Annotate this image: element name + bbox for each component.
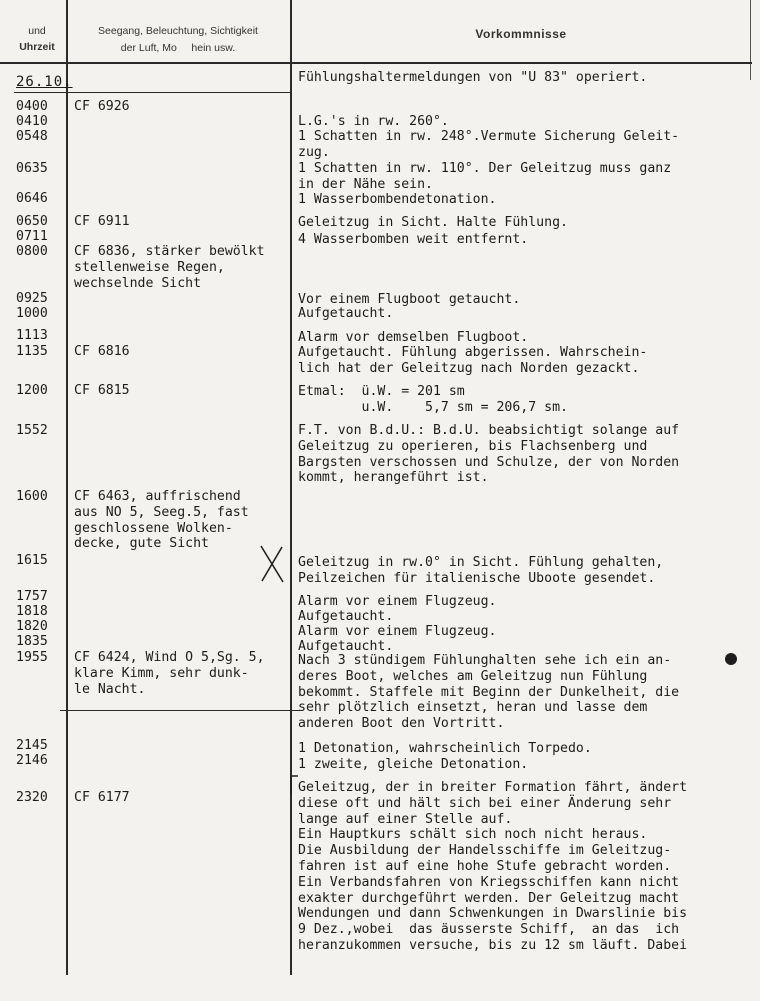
event-text: Alarm vor einem Flugzeug. — [298, 594, 497, 609]
position-cell: CF 6815 — [74, 383, 130, 398]
date-underline-rule — [14, 92, 292, 93]
position-cell: CF 6177 — [74, 790, 130, 805]
time-cell: 0711 — [16, 229, 48, 244]
event-text: Fühlungshaltermeldungen von "U 83" operiert. — [298, 70, 648, 85]
event-text: Aufgetaucht. — [298, 609, 394, 624]
time-cell: 2145 — [16, 738, 48, 753]
header-events: Vorkommnisse — [475, 27, 567, 41]
time-cell: 0635 — [16, 161, 48, 176]
event-text: Aufgetaucht. Fühlung abgerissen. Wahrschein- lich hat der Geleitzug nach Norden gezackt. — [298, 345, 648, 376]
time-cell: 2146 — [16, 753, 48, 768]
time-cell: 1818 — [16, 604, 48, 619]
position-cell: CF 6424, Wind O 5,Sg. 5, klare Kimm, sehr dunk- le Nacht. — [74, 650, 265, 697]
position-cell: CF 6816 — [74, 344, 130, 359]
event-text: 1 Schatten in rw. 110°. Der Geleitzug muss ganz in der Nähe sein. — [298, 161, 672, 192]
header-time-line2: Uhrzeit — [19, 41, 55, 53]
etmal-summary: Etmal: ü.W. = 201 sm u.W. 5,7 sm = 206,7 sm. — [298, 384, 568, 415]
right-border — [750, 0, 751, 80]
time-cell: 1000 — [16, 306, 48, 321]
event-text: Alarm vor einem Flugzeug. — [298, 624, 497, 639]
event-text: L.G.'s in rw. 260°. — [298, 114, 449, 129]
header-time-line1: und — [28, 25, 46, 37]
handwritten-bracket-mark — [288, 774, 300, 796]
event-text: Vor einem Flugboot getaucht. — [298, 292, 521, 307]
time-cell: 1200 — [16, 383, 48, 398]
event-text: 1 Detonation, wahrscheinlich Torpedo. — [298, 741, 592, 756]
event-text: Alarm vor demselben Flugboot. — [298, 330, 529, 345]
header-conditions-line1: Seegang, Beleuchtung, Sichtigkeit — [98, 25, 258, 37]
time-cell: 0650 — [16, 214, 48, 229]
position-cell: CF 6463, auffrischend aus NO 5, Seeg.5, fast geschlossene Wolken- decke, gute Sicht — [74, 489, 249, 552]
position-cell: CF 6926 — [74, 99, 130, 114]
time-cell: 0400 — [16, 99, 48, 114]
event-text: Aufgetaucht. — [298, 639, 394, 654]
event-text: Geleitzug, der in breiter Formation fährt, ändert diese oft und hält sich bei einer Änderung sehr lange auf einer Stelle auf. Ein Hauptkurs schält sich noch nicht heraus. Die Ausbildung der Handelsschiffe im Geleitzug- fahren ist auf eine hohe Stufe gebracht worden. Ein Verbandsfahren von Kriegsschiffen kann nicht exakter durchgeführt werden. Der Geleitzug macht Wendungen und dann Schwenkungen in Dwarslinie bis 9 Dez.,wobei das äusserste Schiff, an das ich heranzukommen versuche, bis zu 12 sm läuft. Dabei — [298, 780, 688, 953]
time-cell: 0410 — [16, 114, 48, 129]
time-cell: 1135 — [16, 344, 48, 359]
time-cell: 1552 — [16, 423, 48, 438]
column-divider-1 — [66, 0, 68, 975]
event-text: 1 zweite, gleiche Detonation. — [298, 757, 529, 772]
night-separator-rule — [60, 710, 300, 711]
time-cell: 1600 — [16, 489, 48, 504]
time-cell: 0646 — [16, 191, 48, 206]
time-cell: 1113 — [16, 328, 48, 343]
event-text: Geleitzug in rw.0° in Sicht. Fühlung gehalten, Peilzeichen für italienische Uboote gesendet. — [298, 555, 664, 586]
event-text: Aufgetaucht. — [298, 306, 394, 321]
time-cell: 1820 — [16, 619, 48, 634]
event-text: Nach 3 stündigem Fühlunghalten sehe ich ein an- deres Boot, welches am Geleitzug nun Fühlung bekommt. Staffele mit Beginn der Dunkelheit, die sehr plötzlich einsetzt, heran und lasse dem anderen Boot den Vortritt. — [298, 653, 680, 732]
time-cell: 0800 — [16, 244, 48, 259]
event-text: 1 Wasserbombendetonation. — [298, 192, 497, 207]
handwritten-x-mark — [258, 544, 286, 584]
event-text: 1 Schatten in rw. 248°.Vermute Sicherung Geleit- zug. — [298, 129, 680, 160]
ink-blot-mark — [722, 650, 740, 668]
time-cell: 1835 — [16, 634, 48, 649]
position-cell: CF 6836, stärker bewölkt stellenweise Regen, wechselnde Sicht — [74, 244, 265, 291]
event-text: F.T. von B.d.U.: B.d.U. beabsichtigt solange auf Geleitzug zu operieren, bis Flachsenberg und Bargsten verschossen und Schulze, der von Norden kommt, herangeführt ist. — [298, 423, 680, 486]
header-conditions-line2: der Luft, Mo hein usw. — [120, 42, 236, 54]
event-text: 4 Wasserbomben weit entfernt. — [298, 232, 529, 247]
time-cell: 1955 — [16, 650, 48, 665]
event-text: Geleitzug in Sicht. Halte Fühlung. — [298, 215, 568, 230]
entry-date: 26.10. — [16, 74, 73, 90]
position-cell: CF 6911 — [74, 214, 130, 229]
time-cell: 2320 — [16, 790, 48, 805]
time-cell: 0925 — [16, 291, 48, 306]
time-cell: 1615 — [16, 553, 48, 568]
time-cell: 1757 — [16, 589, 48, 604]
column-divider-2 — [290, 0, 292, 975]
header-bottom-rule — [0, 62, 752, 64]
time-cell: 0548 — [16, 129, 48, 144]
